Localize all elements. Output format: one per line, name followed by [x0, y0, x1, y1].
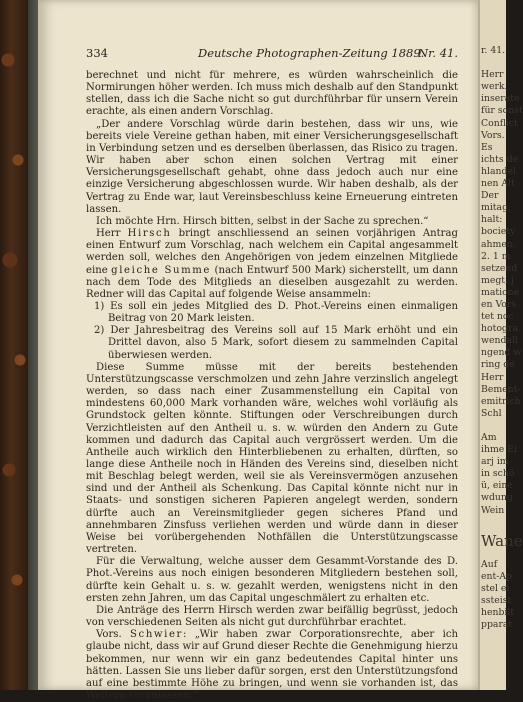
facing-line: Am [481, 432, 497, 443]
list-item-1: 1) Es soll ein jedes Mitglied des D. Phot.-Vereins einen einmaligen Beitrag von 20 Mark leisten. [94, 300, 458, 325]
facing-line [481, 57, 523, 69]
facing-line: setzend [481, 262, 518, 274]
facing-line: werk. [481, 81, 508, 93]
facing-line: wendall [481, 335, 518, 347]
person-name-schwier: Schwier [130, 629, 183, 641]
facing-line: mitag, [481, 202, 511, 214]
facing-line: tet noc [481, 311, 514, 323]
paragraph-4-end: (nach Entwurf 500 Mark) sicherstellt, um dann nach dem Tode des Mitglieds an dieselben ausgezahlt zu werden. Redner will das Capital auf folgende Weise ansammeln: [86, 264, 458, 300]
paragraph-1: berechnet und nicht für mehrere, es würden wahrscheinlich die Normirungen höher werden. Ich muss mich deshalb auf den Standpunkt stellen, dass ich die Sache nicht so gut durchführbar für unsern Verein erachte, als einen andern Vorschlag. [86, 70, 458, 118]
paragraph-6: Für die Verwaltung, welche ausser dem Gesammt-Vorstande des D. Phot.-Vereins aus noch einigen besonderen Mitgliedern bestehen soll, dürfte kein Gehalt u. s. w. gezahlt werden, wenigstens nicht in den ersten zehn Jahren, um das Capital ungeschmälert zu erhalten etc. [86, 556, 458, 604]
facing-line: hlandel [481, 165, 516, 177]
facing-line: ssteist [481, 594, 512, 606]
paragraph-8 [86, 629, 458, 702]
paragraph-7: Die Anträge des Herrn Hirsch werden zwar beifällig begrüsst, jedoch von verschiedenen Seiten als nicht gut durchführbar erachtet. [86, 604, 458, 629]
article-body [86, 70, 458, 702]
facing-line [481, 420, 523, 432]
person-name-hirsch: Hirsch [127, 228, 172, 240]
facing-line: stel ei [481, 582, 510, 594]
facing-line: Es [481, 141, 493, 153]
facing-line: ichts de [481, 153, 519, 165]
facing-line: ring de [481, 359, 515, 371]
facing-heading: Wane [481, 531, 523, 550]
paragraph-4-middle: bringt anschliessend an seinen vorjährigen Antrag einen Entwurf zum Vorschlag, nach welchem ein Capital angesammelt werden soll, welches den Angehörigen von jedem einzelnen Mitgliede eine [86, 228, 458, 276]
facing-line: Herr [481, 371, 504, 383]
facing-line: emitrich [481, 395, 521, 407]
paragraph-3: Ich möchte Hrn. Hirsch bitten, selbst in der Sache zu sprechen.“ [96, 215, 429, 227]
facing-line: Vors. [481, 129, 505, 141]
facing-line: Auf [481, 558, 498, 570]
journal-title: Deutsche Photographen-Zeitung 1889. [198, 46, 425, 60]
facing-line: bociety [481, 226, 516, 238]
issue-number: Nr. 41. [418, 46, 458, 60]
facing-line: Schl [481, 407, 502, 419]
facing-line: wdung [481, 492, 513, 504]
facing-line: henbilt [481, 607, 515, 619]
page-header [86, 46, 458, 62]
facing-line: ü, eine [481, 480, 513, 492]
facing-page-text [481, 45, 523, 631]
emphasized-phrase: gleiche Summe [111, 264, 212, 276]
list-item-2: 2) Der Jahresbeitrag des Vereins soll auf 15 Mark erhöht und ein Drittel davon, also 5 Mark, sofort diesem zu sammelnden Capital überwiesen werden. [94, 325, 458, 361]
facing-line: Herr [481, 69, 504, 81]
facing-line: matione [481, 286, 520, 298]
facing-line: megt, j [481, 274, 514, 286]
facing-line: ahmen. [481, 238, 516, 250]
facing-line: in schö [481, 468, 515, 480]
facing-line: 2. 1 m [481, 250, 511, 262]
facing-line: Bement- [481, 383, 521, 395]
book-spine-edge [28, 0, 38, 690]
book-cover-marbled [0, 0, 28, 690]
facing-line: Wein [481, 504, 505, 516]
facing-line: Conflict [481, 117, 518, 129]
paragraph-4-start: Herr [96, 228, 128, 240]
facing-line: inserate [481, 93, 520, 105]
facing-line: Der [481, 190, 499, 202]
facing-line: ihme Ei [481, 444, 517, 456]
facing-line: halt: [481, 214, 503, 226]
facing-line: ent-Ap [481, 570, 513, 582]
paragraph-4 [86, 228, 458, 301]
facing-line: en Vors [481, 298, 517, 310]
facing-line: ngend w [481, 347, 522, 359]
facing-line: nen Alt [481, 178, 515, 190]
paragraph-2: „Der andere Vorschlag würde darin bestehen, dass wir uns, wie bereits viele Vereine gethan haben, mit einer Versicherungsgesellschaft in Verbindung setzen und es derselben überlassen, das Risico zu tragen. Wir haben aber schon einen solchen Vertrag mit einer Versicherungsgesellschaft gehabt, ohne dass jedoch auch nur eine einzige Versicherung abgeschlossen wurde. Wir haben deshalb, als der Vertrag zu Ende war, laut Vereinsbeschluss keine Erneuerung eintreten lassen. [86, 118, 458, 215]
facing-line: arj im [481, 456, 509, 468]
facing-line: hotogra [481, 323, 518, 335]
paragraph-5: Diese Summe müsse mit der bereits bestehenden Unterstützungscasse verschmolzen und zehn Jahre verzinslich angelegt werden, so dass nach einer Zusammenstellung ein Capital von mindestens 60,000 Mark vorhanden wäre, welches wohl vorläufig als Grundstock gelten könnte. Stiftungen oder Verschreibungen durch Verzichtleisten auf den Antheil u. s. w. würden den Andern zu Gute kommen und dadurch das Capital auch vergrössert werden. Um die Antheile auch wirklich den Hinterbliebenen zu erhalten, dürften, so lange diese Antheile noch in Händen des Vereins sind, dieselben nicht mit Beschlag belegt werden, weil sie als Vereinsvermögen anzusehen sind und der Antheil als Schenkung. Das Capital könnte nicht nur in Staats- und sonstigen sicheren Papieren angelegt werden, sondern dürfte auch an Vereinsmitglieder gegen sicheres Pfand und annehmbaren Zinsfuss verliehen werden und würde dann in dieser Weise bei vorübergehenden Nothfällen die Unterstützungscasse vertreten. [86, 361, 458, 556]
paragraph-8-start: Vors. [96, 629, 131, 641]
facing-line: r. 41. [481, 45, 506, 56]
facing-line: für sonst [481, 105, 523, 117]
facing-line: pparat [481, 619, 513, 631]
paragraph-8-end: : „Wir haben zwar Corporationsrechte, aber ich glaube nicht, dass wir auf Grund dieser Rechte die Genehmigung hierzu bekommen, nur wenn wir ein ganz bedeutendes Capital hinter uns hätten. Lassen Sie uns lieber dafür sorgen, erst den Unterstützungsfond auf eine bestimmte Höhe zu bringen, und wenn sie vorhanden ist, das Weitere veranlassen.“ [86, 629, 458, 701]
page-number: 334 [86, 46, 108, 60]
